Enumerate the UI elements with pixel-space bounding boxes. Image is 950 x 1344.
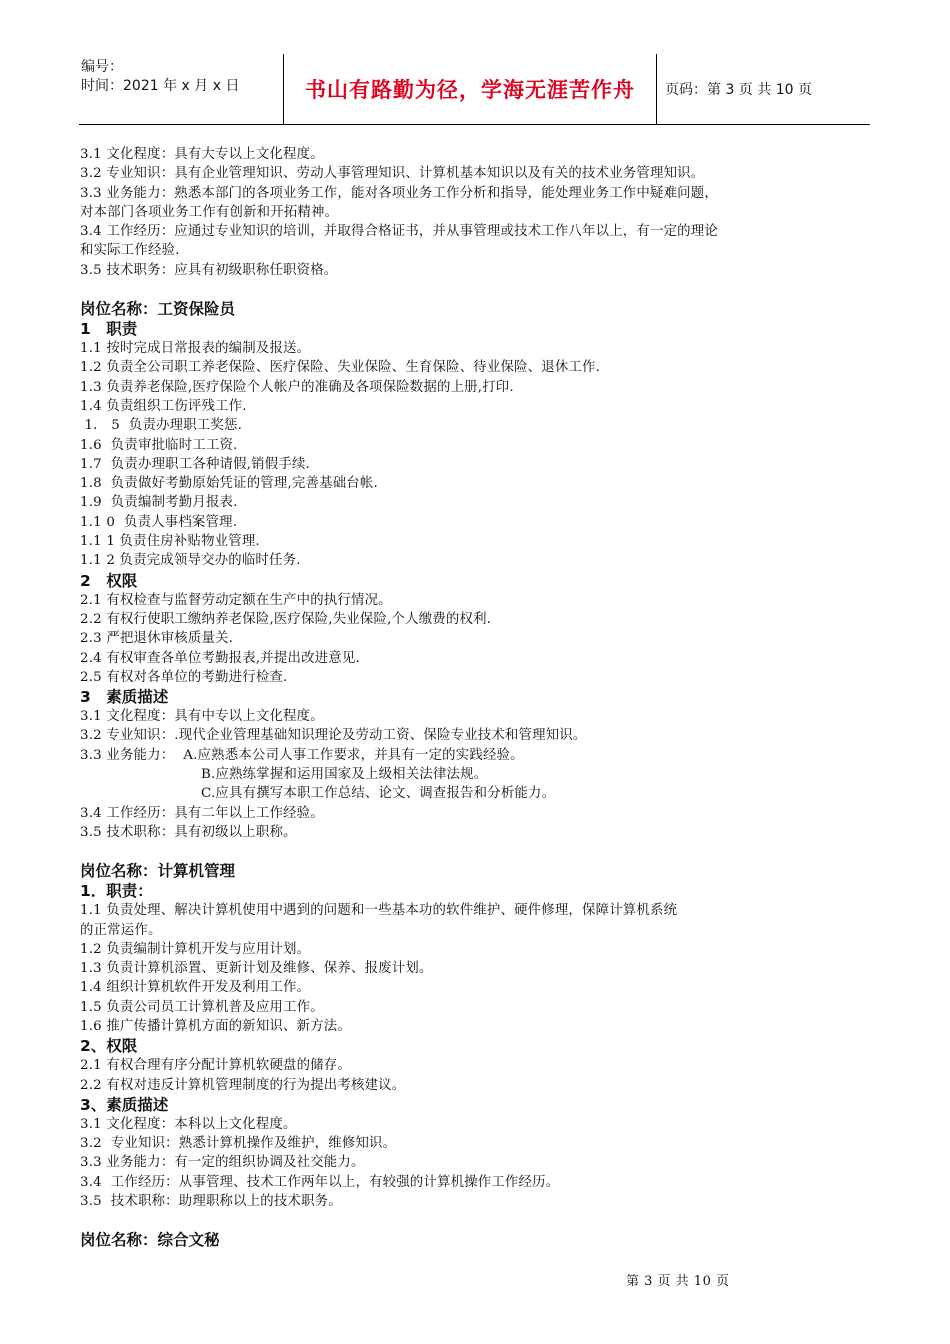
quality-item: 3.4 工作经历：具有二年以上工作经验。	[80, 805, 324, 821]
section-heading-quality: 3 素质描述	[80, 688, 169, 707]
duty-item: 1.3 负责养老保险,医疗保险个人帐户的准确及各项保险数据的上册,打印.	[80, 379, 514, 395]
quality-item: 3.1 文化程度：具有中专以上文化程度。	[80, 709, 324, 725]
duty-item: 1.1 0 负责人事档案管理.	[80, 514, 238, 530]
section-heading-duties: 1．职责：	[80, 882, 153, 901]
header-time-label: 时间：2021 年 x 月 x 日	[81, 78, 240, 94]
duty-item: 1.4 组织计算机软件开发及利用工作。	[80, 980, 311, 996]
duty-item: 1.6 负责审批临时工工资.	[80, 437, 238, 453]
quality-item: 3.5 技术职称：具有初级以上职称。	[80, 824, 297, 840]
duty-item: 1.2 负责编制计算机开发与应用计划。	[80, 941, 311, 957]
header-page-label: 页码：第 3 页 共 10 页	[665, 82, 812, 98]
header-page-cell	[665, 54, 870, 124]
rights-item: 2.2 有权行使职工缴纳养老保险,医疗保险,失业保险,个人缴费的权利.	[80, 611, 492, 627]
duty-item: 1.5 负责公司员工计算机普及应用工作。	[80, 999, 324, 1015]
duty-item: 1.1 1 负责住房补贴物业管理.	[80, 534, 260, 550]
quality-subitem: B.应熟练掌握和运用国家及上级相关法律法规。	[201, 767, 488, 783]
duty-item: 1.2 负责全公司职工养老保险、医疗保险、失业保险、生育保险、待业保险、退休工作.	[80, 360, 601, 376]
intro-line: 3.3 业务能力：熟悉本部门的各项业务工作，能对各项业务工作分析和指导，能处理业务工作中疑难问题，	[80, 185, 718, 201]
quality-item: 3.5 技术职称：助理职称以上的技术职务。	[80, 1194, 342, 1210]
header-motto-cell	[283, 54, 657, 124]
rights-item: 2.5 有权对各单位的考勤进行检查.	[80, 669, 288, 685]
section-title-computer: 岗位名称：计算机管理	[80, 862, 236, 881]
document-body	[80, 145, 880, 1250]
section-heading-rights: 2、权限	[80, 1037, 138, 1056]
page-header	[79, 54, 870, 125]
intro-line: 3.1 文化程度：具有大专以上文化程度。	[80, 147, 324, 162]
intro-line: 3.2 专业知识：具有企业管理知识、劳动人事管理知识、计算机基本知识以及有关的技术业务管理知识。	[80, 166, 705, 182]
quality-subitem: C.应具有撰写本职工作总结、论文、调查报告和分析能力。	[201, 786, 556, 802]
rights-item: 2.4 有权审查各单位考勤报表,并提出改进意见.	[80, 650, 360, 666]
rights-item: 2.2 有权对违反计算机管理制度的行为提出考核建议。	[80, 1077, 406, 1093]
duty-item: 1.6 推广传播计算机方面的新知识、新方法。	[80, 1018, 351, 1034]
rights-item: 2.1 有权检查与监督劳动定额在生产中的执行情况。	[80, 592, 392, 608]
section-heading-rights: 2 权限	[80, 571, 138, 590]
page-footer: 第 3 页 共 10 页	[626, 1274, 730, 1289]
duty-item: 1.9 负责编制考勤月报表.	[80, 495, 238, 511]
intro-line: 3.4 工作经历：应通过专业知识的培训，并取得合格证书，并从事管理或技术工作八年以上，有一定的理论	[80, 224, 718, 240]
duty-item: 1.1 2 负责完成领导交办的临时任务.	[80, 553, 301, 569]
header-number-label: 编号：	[81, 59, 123, 75]
quality-item: 3.3 业务能力： A.应熟悉本公司人事工作要求，并具有一定的实践经验。	[80, 747, 524, 763]
section-heading-duties: 1 职责	[80, 320, 138, 339]
quality-item: 3.1 文化程度：本科以上文化程度。	[80, 1116, 297, 1132]
rights-item: 2.1 有权合理有序分配计算机软硬盘的储存。	[80, 1058, 351, 1074]
quality-item: 3.3 业务能力：有一定的组织协调及社交能力。	[80, 1155, 365, 1171]
duty-item: 1.4 负责组织工伤评残工作.	[80, 398, 247, 414]
intro-line: 3.5 技术职务：应具有初级职称任职资格。	[80, 262, 338, 278]
duty-item: 1.1 按时完成日常报表的编制及报送。	[80, 341, 311, 357]
rights-item: 2.3 严把退休审核质量关.	[80, 631, 234, 647]
section-title-payroll: 岗位名称：工资保险员	[80, 300, 236, 319]
quality-item: 3.4 工作经历：从事管理、技术工作两年以上，有较强的计算机操作工作经历。	[80, 1174, 560, 1190]
quality-item: 3.2 专业知识：.现代企业管理基础知识理论及劳动工资、保险专业技术和管理知识。	[80, 728, 587, 744]
quality-item: 3.2 专业知识：熟悉计算机操作及维护，维修知识。	[80, 1136, 397, 1152]
header-left-cell	[81, 54, 286, 128]
section-title-secretary: 岗位名称：综合文秘	[80, 1231, 220, 1250]
duty-item: 1． 5 负责办理职工奖惩.	[80, 418, 243, 434]
intro-line: 和实际工作经验.	[80, 243, 180, 259]
duty-item: 1.7 负责办理职工各种请假,销假手续.	[80, 456, 310, 472]
header-motto: 书山有路勤为径，学海无涯苦作舟	[305, 78, 635, 102]
duty-item: 的正常运作。	[80, 922, 162, 938]
duty-item: 1.3 负责计算机添置、更新计划及维修、保养、报废计划。	[80, 961, 433, 977]
section-heading-quality: 3、素质描述	[80, 1095, 169, 1114]
duty-item: 1.8 负责做好考勤原始凭证的管理,完善基础台帐.	[80, 476, 378, 492]
intro-line: 对本部门各项业务工作有创新和开拓精神。	[80, 204, 339, 220]
duty-item: 1.1 负责处理、解决计算机使用中遇到的问题和一些基本功的软件维护、硬件修理，保障计算机系统	[80, 903, 678, 919]
